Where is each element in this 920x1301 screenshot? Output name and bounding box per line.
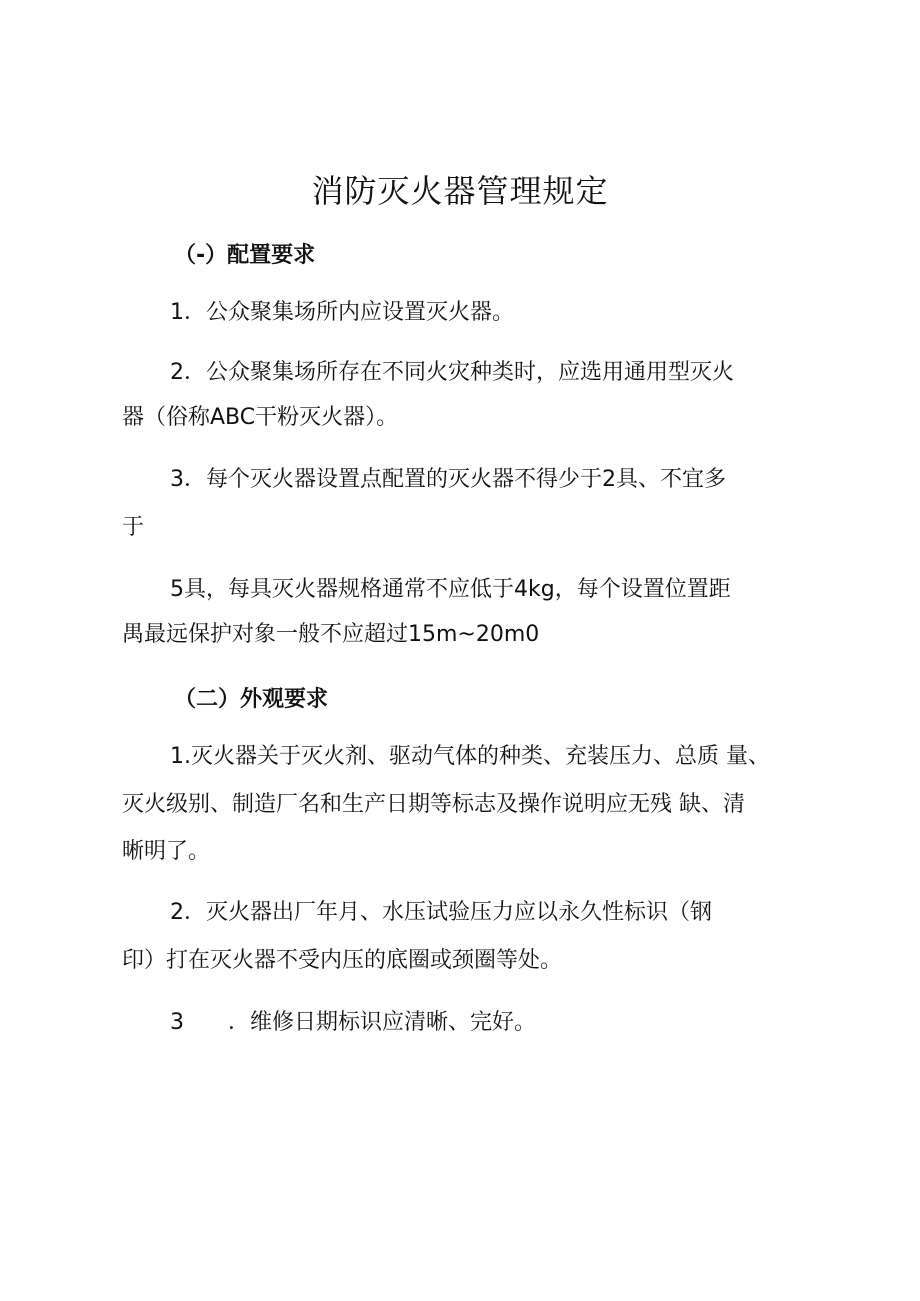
paragraph-line: 晰明了。 bbox=[122, 839, 211, 864]
paragraph-line: 3．每个灭火器设置点配置的灭火器不得少于2具、不宜多 bbox=[170, 467, 726, 492]
paragraph-line: 5具，每具灭火器规格通常不应低于4kg，每个设置位置距 bbox=[170, 577, 731, 602]
section-heading-appearance: （二）外观要求 bbox=[174, 687, 329, 712]
paragraph-line: 2．公众聚集场所存在不同火灾种类时，应选用通用型灭火 bbox=[170, 360, 734, 385]
document-title: 消防灭火器管理规定 bbox=[311, 172, 609, 210]
paragraph-line: 1．公众聚集场所内应设置灭火器。 bbox=[170, 300, 514, 325]
section-heading-config: （-）配置要求 bbox=[174, 243, 316, 268]
paragraph-line: 禺最远保护对象一般不应超过15m~20m0 bbox=[122, 622, 540, 647]
paragraph-line: 器（俗称ABC干粉灭火器）。 bbox=[122, 405, 399, 430]
paragraph-line: 3 ．维修日期标识应清晰、完好。 bbox=[170, 1010, 536, 1035]
paragraph-line: 于 bbox=[122, 515, 145, 540]
paragraph-line: 灭火级别、制造厂名和生产日期等标志及操作说明应无残 缺、清 bbox=[122, 792, 745, 817]
paragraph-line: 2．灭火器出厂年月、水压试验压力应以永久性标识（钢 bbox=[170, 900, 712, 925]
paragraph-line: 印）打在灭火器不受内压的底圈或颈圈等处。 bbox=[122, 948, 563, 973]
paragraph-line: 1.灭火器关于灭火剂、驱动气体的种类、充装压力、总质 量、 bbox=[170, 744, 770, 769]
